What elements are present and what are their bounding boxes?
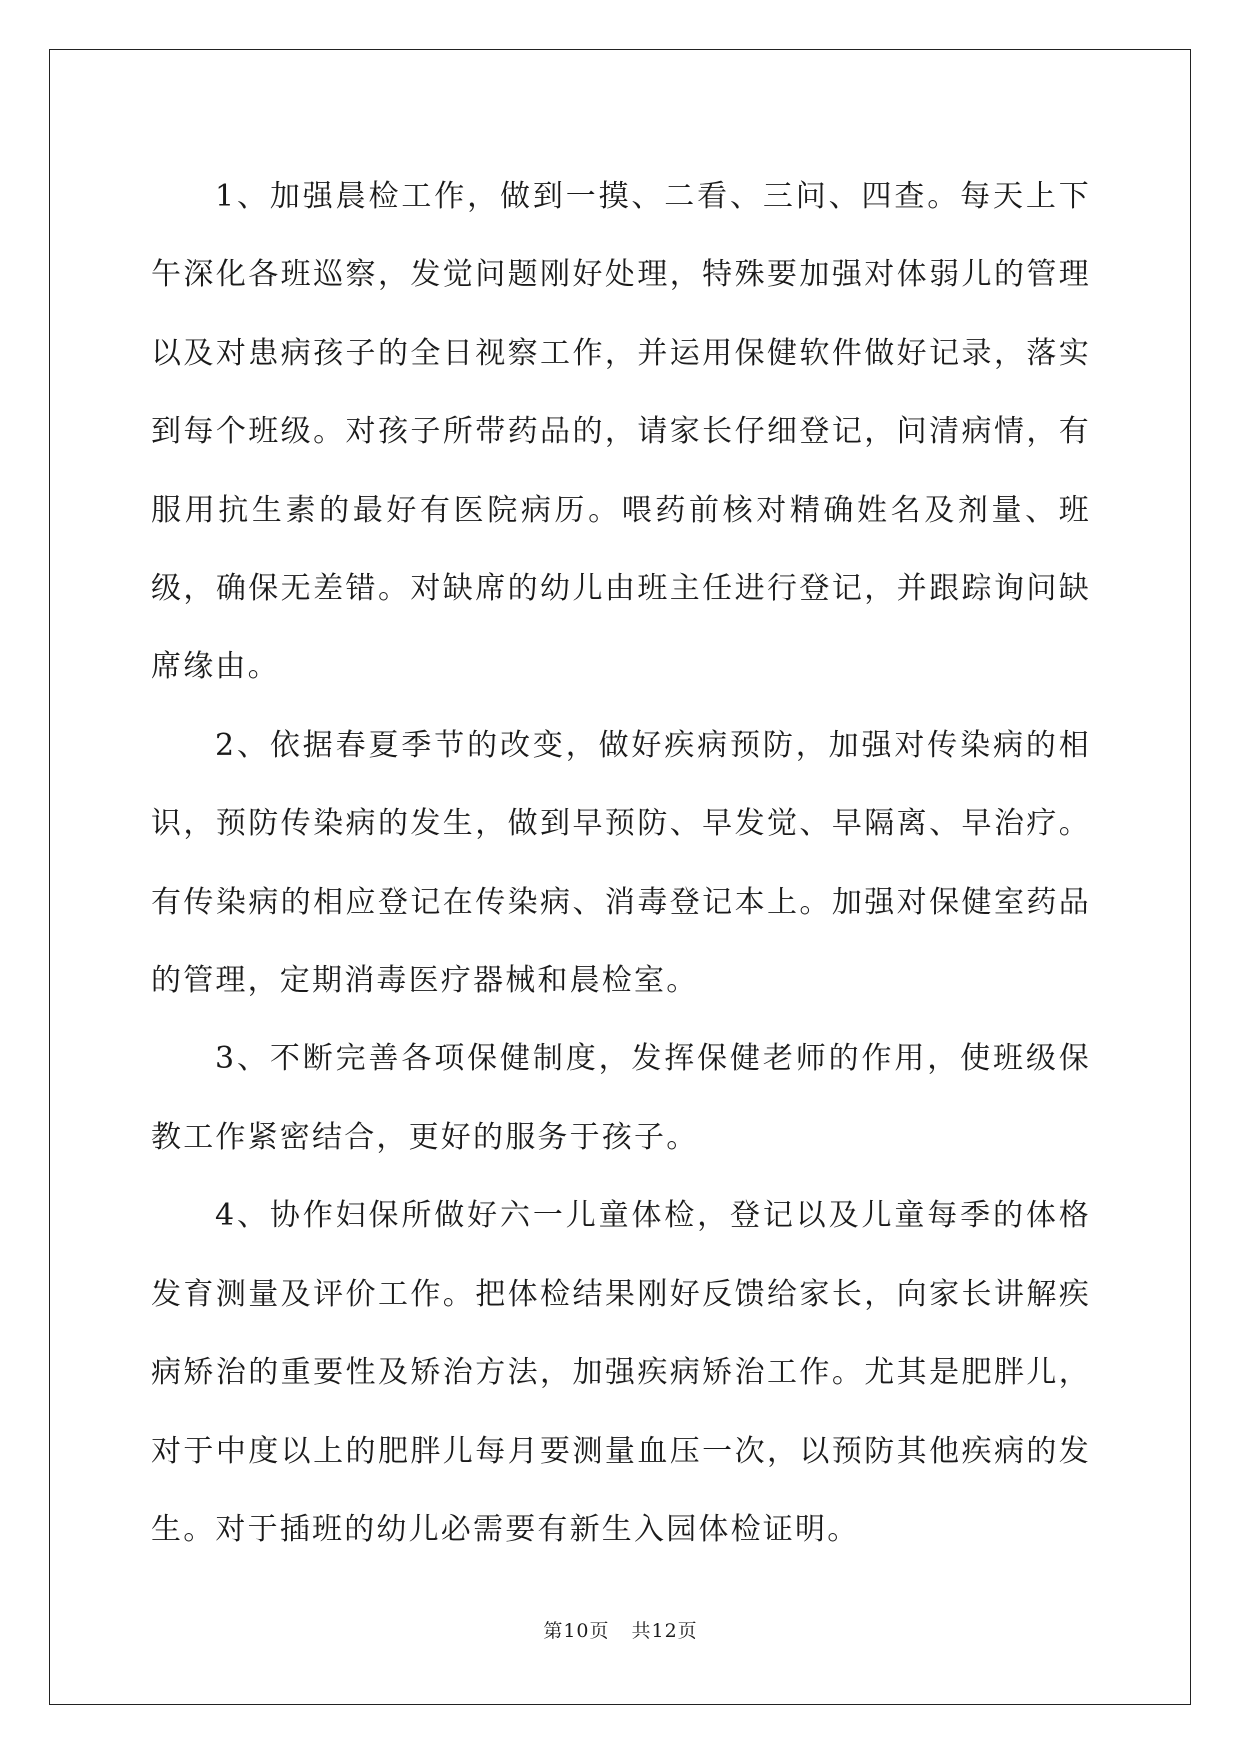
- document-body: [151, 158, 1091, 1569]
- page-footer: [0, 1616, 1241, 1643]
- paragraph-1: 1、加强晨检工作，做到一摸、二看、三问、四查。每天上下午深化各班巡察，发觉问题刚好处理，特殊要加强对体弱儿的管理以及对患病孩子的全日视察工作，并运用保健软件做好记录，落实到每个班级。对孩子所带药品的，请家长仔细登记，问清病情，有服用抗生素的最好有医院病历。喂药前核对精确姓名及剂量、班级，确保无差错。对缺席的幼儿由班主任进行登记，并跟踪询问缺席缘由。: [151, 179, 1091, 685]
- paragraph-2: 2、依据春夏季节的改变，做好疾病预防，加强对传染病的相识，预防传染病的发生，做到早预防、早发觉、早隔离、早治疗。有传染病的相应登记在传染病、消毒登记本上。加强对保健室药品的管理，定期消毒医疗器械和晨检室。: [151, 727, 1091, 999]
- paragraph-3: 3、不断完善各项保健制度，发挥保健老师的作用，使班级保教工作紧密结合，更好的服务于孩子。: [151, 1041, 1091, 1155]
- page-total: 共12页: [631, 1620, 698, 1642]
- page-number: 第10页: [543, 1620, 610, 1642]
- paragraph-4: 4、协作妇保所做好六一儿童体检，登记以及儿童每季的体格发育测量及评价工作。把体检结果刚好反馈给家长，向家长讲解疾病矫治的重要性及矫治方法，加强疾病矫治工作。尤其是肥胖儿，对于中度以上的肥胖儿每月要测量血压一次，以预防其他疾病的发生。对于插班的幼儿必需要有新生入园体检证明。: [151, 1198, 1091, 1547]
